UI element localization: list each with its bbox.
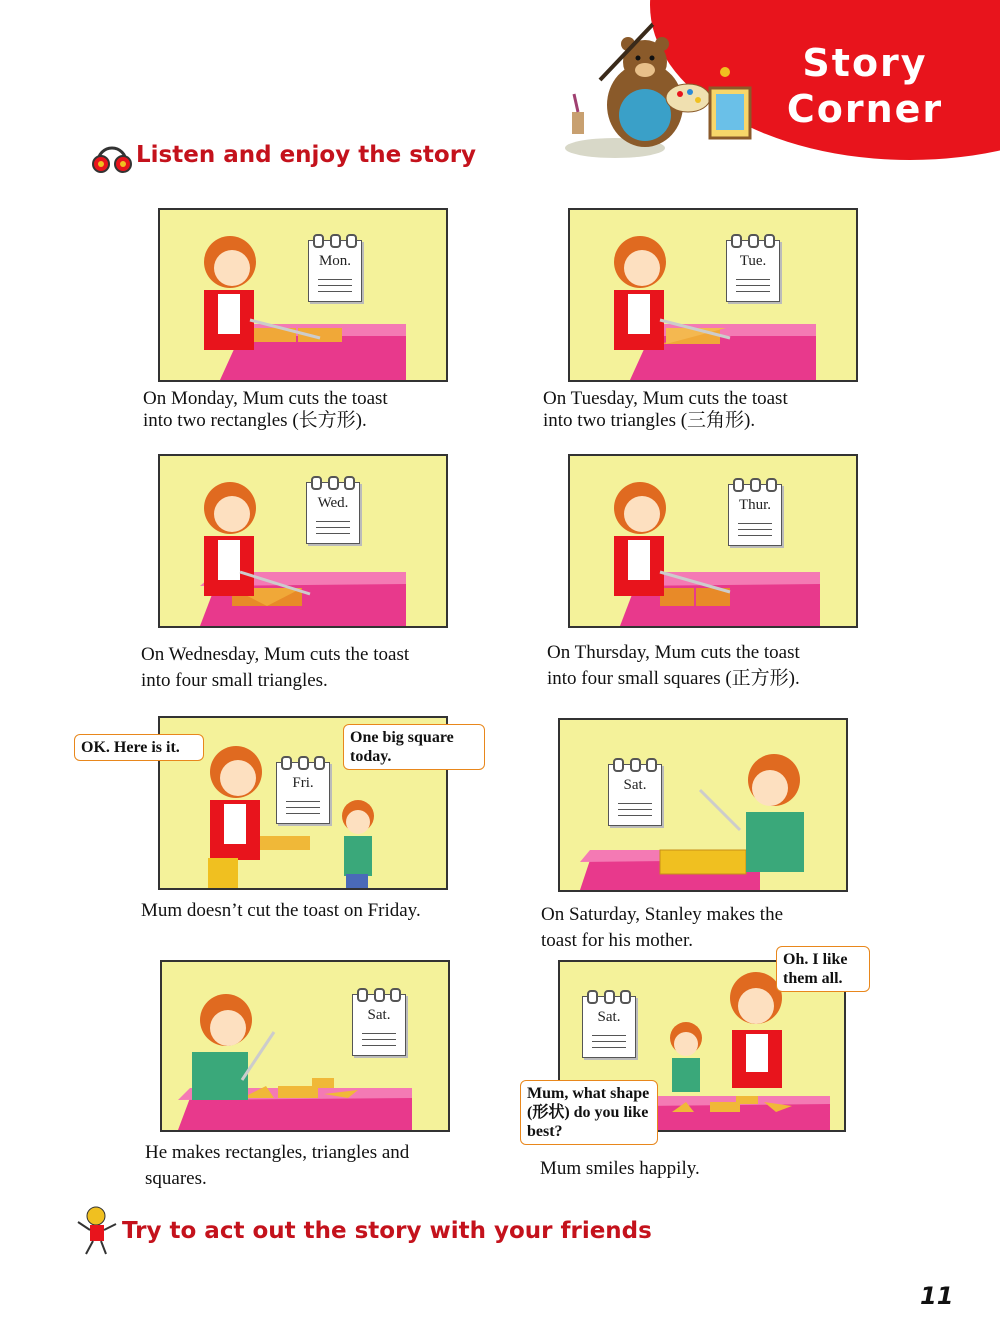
calendar-day: Fri.: [292, 775, 314, 791]
calendar-icon: [306, 482, 360, 544]
caption-line: On Thursday, Mum cuts the toast: [547, 642, 800, 663]
calendar-day: Thur.: [738, 497, 772, 513]
caption-saturday-2: [145, 1140, 409, 1192]
caption-line: On Saturday, Stanley makes the: [541, 904, 784, 925]
caption-line: He makes rectangles, triangles and: [145, 1142, 410, 1163]
mum-cutting-illustration: [570, 210, 856, 380]
calendar-icon: [352, 994, 406, 1056]
title-line-2: Corner: [786, 87, 944, 131]
speech-bubble-mum: OK. Here is it.: [74, 734, 204, 761]
calendar-day: Sat.: [623, 777, 647, 793]
caption-line: On Wednesday, Mum cuts the toast: [141, 644, 410, 665]
page-number: 11: [920, 1282, 954, 1310]
calendar-icon: [728, 484, 782, 546]
stanley-making-toast-illustration: [560, 720, 846, 890]
story-panel-monday: [158, 208, 448, 382]
speech-bubble-boy: One big square today.: [343, 724, 485, 770]
caption-line: into four small squares (正方形).: [547, 668, 800, 689]
caption-line: On Tuesday, Mum cuts the toast: [543, 388, 788, 409]
title-line-1: Story: [802, 41, 928, 85]
caption-line: On Monday, Mum cuts the toast: [143, 388, 388, 409]
caption-monday: [143, 388, 388, 432]
caption-wednesday: [141, 642, 409, 694]
caption-tuesday: [543, 388, 788, 432]
caption-line: into two rectangles (长方形).: [143, 410, 367, 431]
story-panel-saturday-2: [160, 960, 450, 1132]
calendar-day: Wed.: [317, 495, 349, 511]
calendar-day: Sat.: [367, 1007, 391, 1023]
speech-bubble-mum: Oh. I like them all.: [776, 946, 870, 992]
dancing-kid-icon: [74, 1204, 118, 1258]
calendar-day: Sat.: [597, 1009, 621, 1025]
story-corner-title: [770, 40, 960, 132]
caption-line: toast for his mother.: [541, 930, 693, 951]
caption-saturday-1: [541, 902, 783, 954]
mum-cutting-illustration: [570, 456, 856, 626]
mum-cutting-illustration: [160, 210, 446, 380]
act-out-heading: Try to act out the story with your friends: [122, 1218, 652, 1244]
headphones-icon: [92, 140, 132, 176]
caption-saturday-3: [540, 1158, 700, 1180]
caption-line: Mum smiles happily.: [540, 1158, 700, 1179]
caption-line: into four small triangles.: [141, 670, 328, 691]
calendar-icon: [276, 762, 330, 824]
calendar-icon: [582, 996, 636, 1058]
story-panel-thursday: [568, 454, 858, 628]
bear-painter-illustration: [560, 20, 780, 160]
calendar-day: Tue.: [739, 253, 767, 269]
calendar-icon: [308, 240, 362, 302]
calendar-icon: [726, 240, 780, 302]
calendar-day: Mon.: [318, 253, 352, 269]
caption-thursday: [547, 640, 800, 692]
story-panel-tuesday: [568, 208, 858, 382]
story-panel-wednesday: [158, 454, 448, 628]
listen-heading: Listen and enjoy the story: [136, 142, 477, 168]
caption-line: into two triangles (三角形).: [543, 410, 756, 431]
caption-line: squares.: [145, 1168, 207, 1189]
speech-bubble-boy: Mum, what shape (形状) do you like best?: [520, 1080, 658, 1145]
calendar-icon: [608, 764, 662, 826]
story-panel-saturday-1: [558, 718, 848, 892]
caption-line: Mum doesn’t cut the toast on Friday.: [141, 900, 421, 921]
caption-friday: [141, 900, 421, 922]
mum-cutting-illustration: [160, 456, 446, 626]
